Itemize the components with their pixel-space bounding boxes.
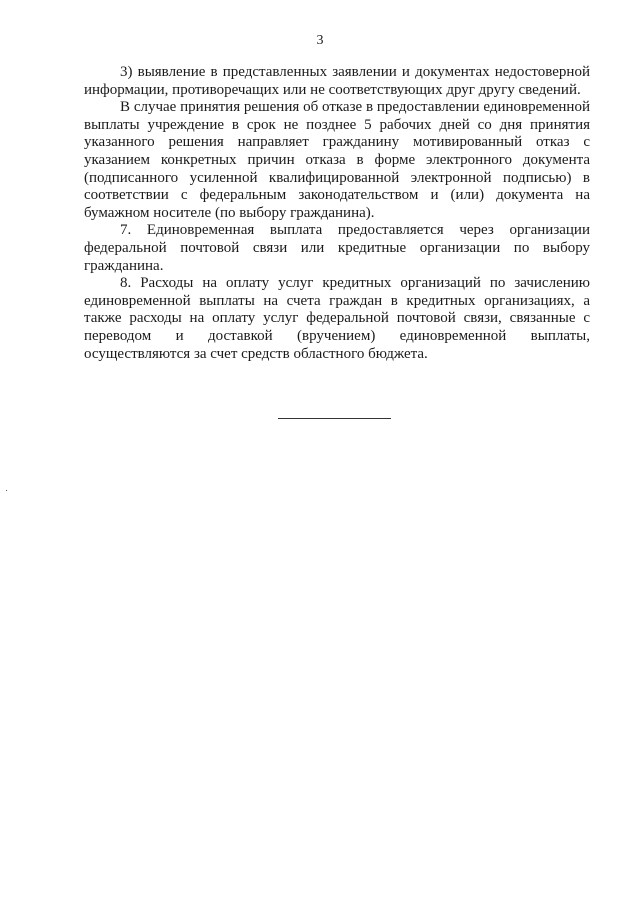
- document-body: [84, 64, 590, 363]
- scan-speck: [6, 490, 7, 491]
- page-number: 3: [316, 33, 324, 48]
- paragraph-clause-7: 7. Единовременная выплата предоставляется через организации федеральной почтовой связи или кредитные организации по выбору гражданина.: [84, 222, 590, 274]
- paragraph-clause-8: 8. Расходы на оплату услуг кредитных организаций по зачислению единовременной выплаты на счета граждан в кредитных организациях, а также расходы на оплату услуг федеральной почтовой связи, связанные с переводом и доставкой (вручением) единовременной выплаты, осуществляются за счет средств областного бюджета.: [84, 275, 590, 362]
- paragraph-refusal-notice: В случае принятия решения об отказе в предоставлении единовременной выплаты учреждение в срок не позднее 5 рабочих дней со дня принятия указанного решения направляет гражданину мотивированный отказ с указанием конкретных причин отказа в форме электронного документа (подписанного усиленной квалифицированной электронной подписью) в соответствии с федеральным законодательством и (или) документа на бумажном носителе (по выбору гражданина).: [84, 99, 590, 221]
- paragraph-item-3: 3) выявление в представленных заявлении и документах недостоверной информации, противоречащих или не соответствующих друг другу сведений.: [84, 64, 590, 98]
- end-of-document-line: [278, 418, 391, 419]
